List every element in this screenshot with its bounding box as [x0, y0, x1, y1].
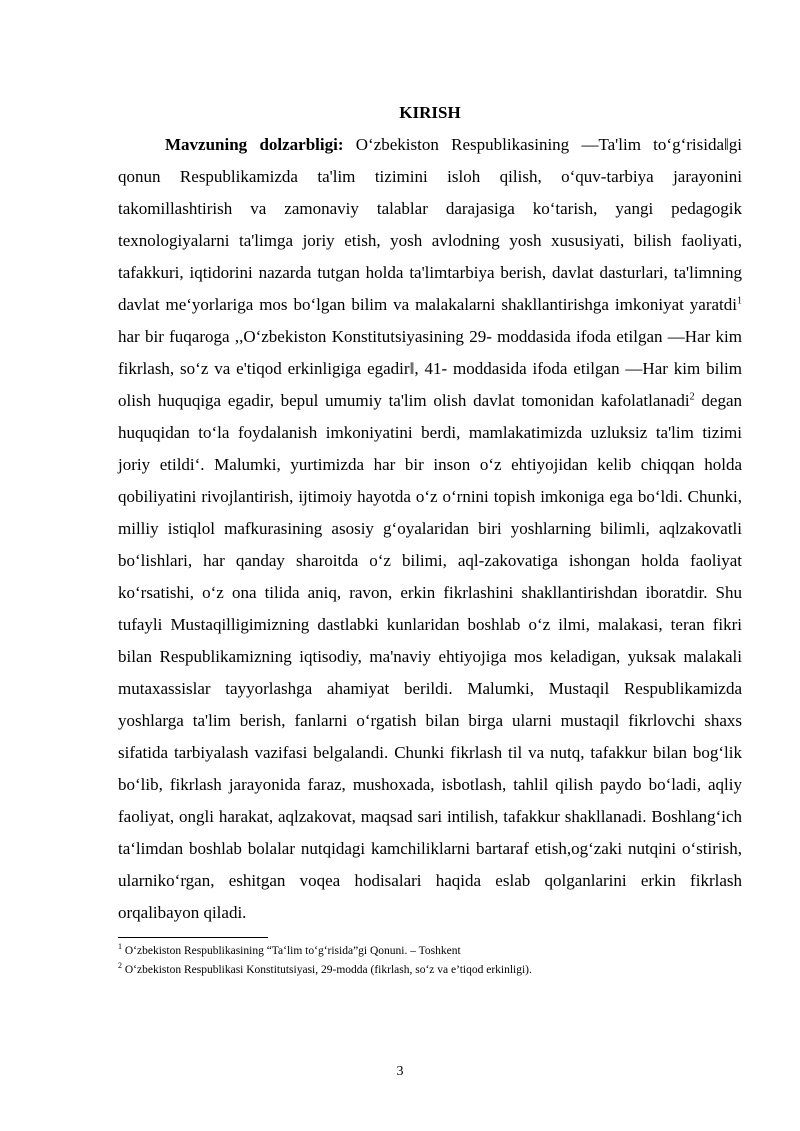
footnote-text-1: O‘zbekiston Respublikasining “Ta‘lim to‘g‘risida”gi Qonuni. – Toshkent [122, 945, 461, 957]
footnote-mark-2: 2 [118, 961, 122, 971]
paragraph-text-part-3: degan huquqidan to‘la foydalanish imkoniyatini berdi, mamlakatimizda uzluksiz ta'lim tizimi joriy etildi‘. Malumki, yurtimizda har bir inson o‘z ehtiyojidan kelib chiqqan holda qobiliyatini rivojlantirish, ijtimoiy hayotda o‘z o‘rnini topish imkoniga ega bo‘ldi. Chunki, milliy istiqlol mafkurasining asosiy g‘oyalaridan biri yoshlarning bilimli, aqlzakovatli bo‘lishlari, har qanday sharoitda o‘z bilimi, aql-zakovatiga ishongan holda faoliyat ko‘rsatishi, o‘z ona tilida aniq, ravon, erkin fikrlashini shakllantirishdan iboratdir. Shu tufayli Mustaqilligimizning dastlabki kunlaridan boshlab o‘z ilmi, malakasi, teran fikri bilan Respublikamizning iqtisodiy, ma'naviy ehtiyojiga mos keladigan, yuksak malakali mutaxassislar tayyorlashga ahamiyat berildi. Malumki, Mustaqil Respublikamizda yoshlarga ta'lim berish, fanlarni o‘rgatish bilan birga ularni mustaqil fikrlovchi shaxs sifatida tarbiyalash vazifasi belgalandi. Chunki fikrlash til va nutq, tafakkur bilan bog‘lik bo‘lib, fikrlash jarayonida faraz, mushoxada, isbotlash, tahlil qilish paydo bo‘ladi, aqliy faoliyat, ongli harakat, aqlzakovat, maqsad sari intilish, tafakkur shakllanadi. Boshlang‘ich ta‘limdan boshlab bolalar nutqidagi kamchiliklarni bartaraf etish,og‘zaki nutqini o‘stirish, ularniko‘rgan, eshitgan voqea hodisalari haqida eslab qolganlarini erkin fikrlash orqalibayon qiladi. [118, 391, 743, 922]
document-page [118, 98, 742, 980]
paragraph-text-part-2: har bir fuqaroga ,,O‘zbekiston Konstitutsiyasining 29- moddasida ifoda etilgan —Har kim fikrlash, so‘z va e'tiqod erkinligiga egadir‖, 41- moddasida ifoda etilgan —Har kim bilim olish huquqiga egadir, bepul umumiy ta'lim olish davlat tomonidan kafolatlanadi [118, 327, 742, 410]
footnote-mark-1: 1 [118, 942, 122, 952]
footnote-ref-1: 1 [737, 295, 742, 307]
footnote-2 [118, 961, 742, 980]
footnote-1 [118, 942, 742, 961]
body-paragraph [118, 129, 742, 929]
paragraph-lead: Mavzuning dolzarbligi: [165, 135, 344, 154]
paragraph-text-part-1: O‘zbekiston Respublikasining —Ta'lim to‘g‘risida‖gi qonun Respublikamizda ta'lim tizimini isloh qilish, o‘quv-tarbiya jarayonini takomillashtirish va zamonaviy talablar darajasiga ko‘tarish, yangi pedagogik texnologiyalarni ta'limga joriy etish, yosh avlodning yosh xususiyati, bilish faoliyati, tafakkuri, iqtidorini nazarda tutgan holda ta'limtarbiya berish, davlat dasturlari, ta'limning davlat me‘yorlariga mos bo‘lgan bilim va malakalarni shakllantirishga imkoniyat yaratdi [118, 135, 742, 314]
page-title: KIRISH [399, 103, 461, 122]
page-number: 3 [396, 1064, 404, 1079]
footnote-divider [118, 937, 268, 938]
footnote-ref-2: 2 [689, 391, 695, 403]
footnote-text-2: O‘zbekiston Respublikasi Konstitutsiyasi, 29-modda (fikrlash, so‘z va e’tiqod erkinligi). [122, 964, 532, 976]
